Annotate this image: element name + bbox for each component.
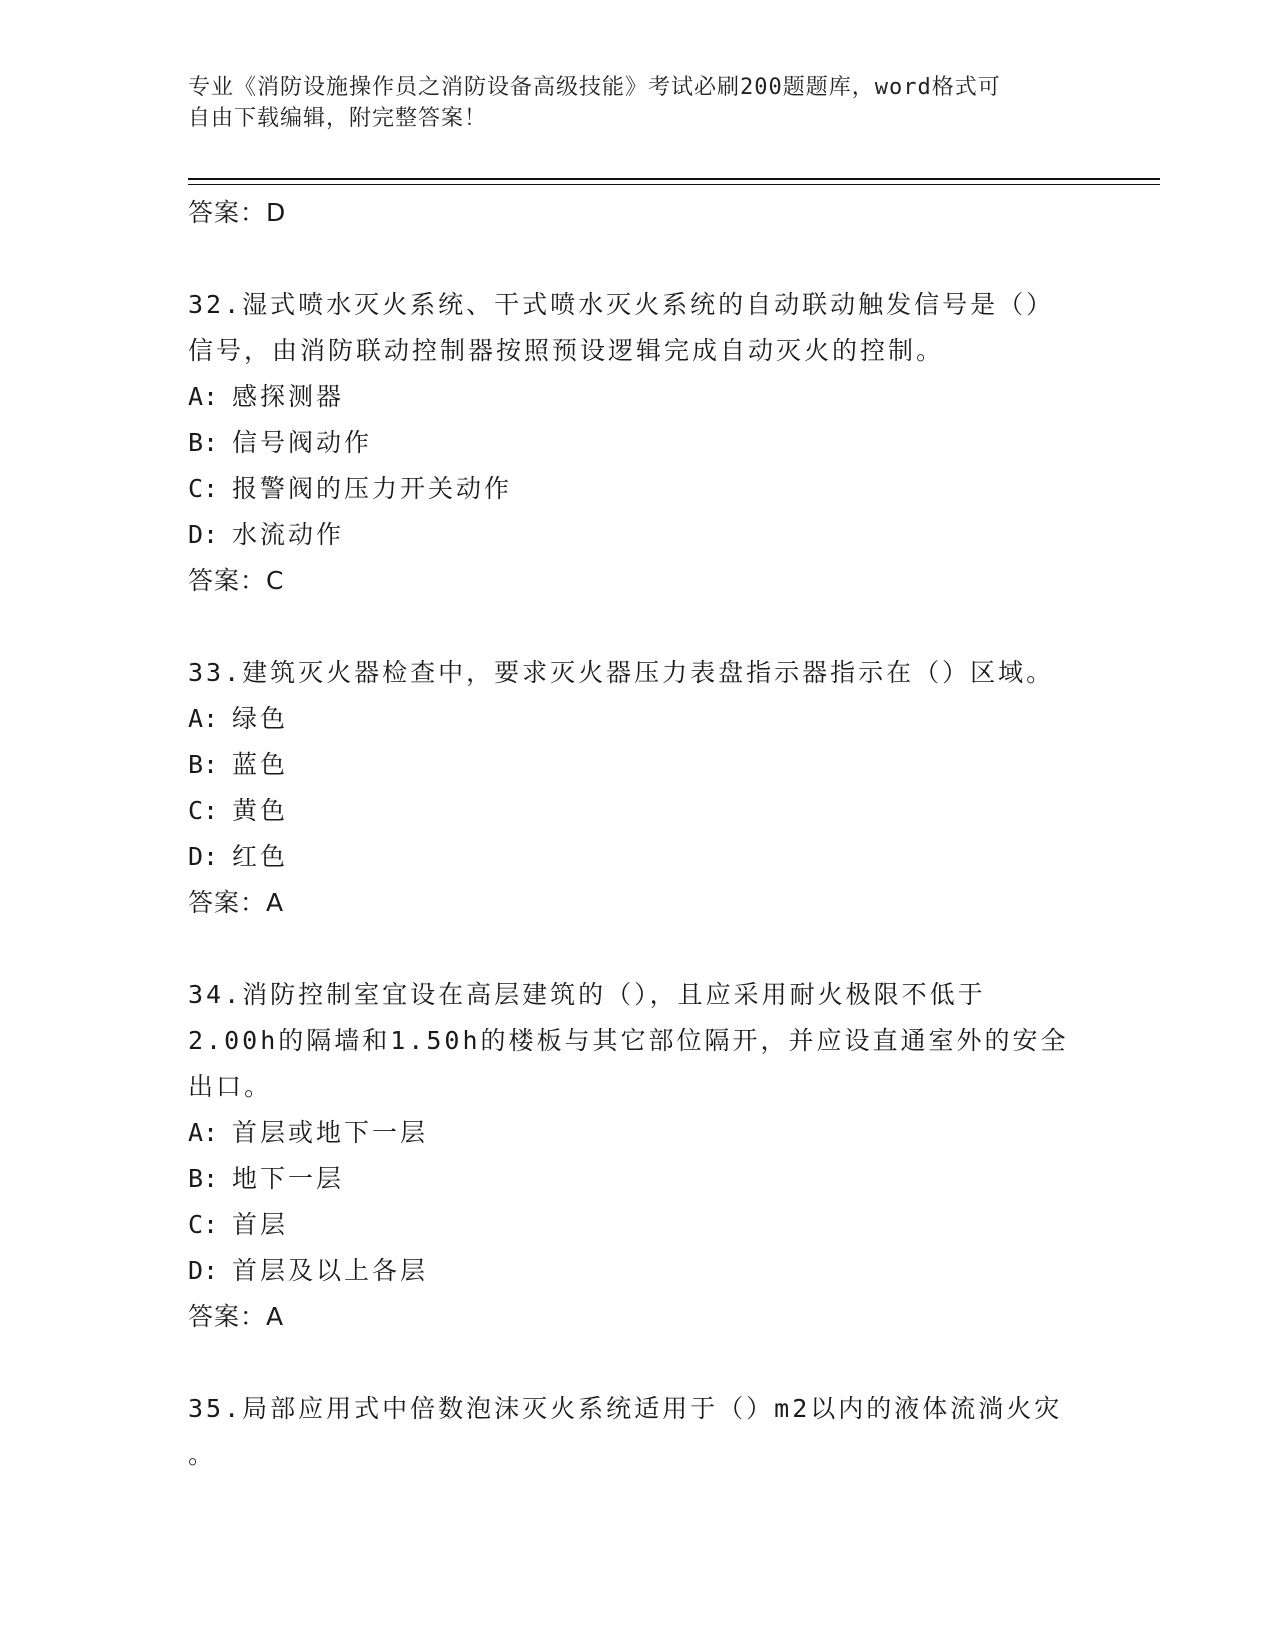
option-letter: C: [188, 1210, 219, 1239]
option-d [188, 512, 1088, 558]
question-text-line: 出口。 [188, 1072, 273, 1101]
question-text-line: 34.消防控制室宜设在高层建筑的（），且应采用耐火极限不低于 [188, 980, 986, 1009]
option-text: 水流动作 [232, 520, 345, 549]
option-letter: B: [188, 428, 219, 457]
previous-answer: 答案：D [188, 198, 287, 227]
header-line-1: 专业《消防设施操作员之消防设备高级技能》考试必刷200题题库，word格式可 [188, 75, 1001, 100]
option-text: 报警阀的压力开关动作 [232, 474, 513, 503]
option-c [188, 466, 1088, 512]
option-text: 地下一层 [232, 1164, 345, 1193]
option-letter: B: [188, 1164, 219, 1193]
header-divider-thick [188, 178, 1160, 180]
question-text-line: 35.局部应用式中倍数泡沫灭火系统适用于（）m2以内的液体流淌火灾 [188, 1394, 1063, 1423]
option-text: 首层 [232, 1210, 289, 1239]
option-text: 黄色 [232, 796, 289, 825]
option-letter: C: [188, 474, 219, 503]
option-c [188, 788, 1088, 834]
option-b [188, 1156, 1088, 1202]
option-letter: C: [188, 796, 219, 825]
option-c [188, 1202, 1088, 1248]
question-33 [188, 650, 1088, 926]
option-text: 首层及以上各层 [232, 1256, 429, 1285]
document-header [188, 72, 1088, 134]
option-b [188, 420, 1088, 466]
option-a [188, 1110, 1088, 1156]
option-letter: A: [188, 1118, 219, 1147]
option-text: 感探测器 [232, 382, 345, 411]
question-32 [188, 282, 1088, 604]
option-d [188, 1248, 1088, 1294]
option-text: 信号阀动作 [232, 428, 373, 457]
option-text: 绿色 [232, 704, 289, 733]
question-text-line: 。 [188, 1440, 217, 1469]
question-34 [188, 972, 1088, 1340]
question-list [188, 190, 1088, 1478]
question-text-line: 2.00h的隔墙和1.50h的楼板与其它部位隔开，并应设直通室外的安全 [188, 1026, 1069, 1055]
option-letter: B: [188, 750, 219, 779]
question-text-line: 信号，由消防联动控制器按照预设逻辑完成自动灭火的控制。 [188, 336, 945, 365]
option-b [188, 742, 1088, 788]
option-a [188, 374, 1088, 420]
question-35 [188, 1386, 1088, 1478]
option-text: 红色 [232, 842, 289, 871]
option-a [188, 696, 1088, 742]
question-text-line: 33.建筑灭火器检查中，要求灭火器压力表盘指示器指示在（）区域。 [188, 658, 1055, 687]
option-letter: D: [188, 1256, 219, 1285]
answer: 答案：A [188, 1302, 285, 1331]
header-line-2: 自由下载编辑，附完整答案！ [188, 106, 488, 131]
question-text-line: 32.湿式喷水灭火系统、干式喷水灭火系统的自动联动触发信号是（） [188, 290, 1055, 319]
option-text: 蓝色 [232, 750, 289, 779]
option-letter: A: [188, 382, 219, 411]
answer: 答案：A [188, 888, 285, 917]
option-letter: D: [188, 520, 219, 549]
option-letter: A: [188, 704, 219, 733]
answer: 答案：C [188, 566, 285, 595]
option-letter: D: [188, 842, 219, 871]
option-text: 首层或地下一层 [232, 1118, 429, 1147]
header-divider-thin [188, 184, 1160, 185]
option-d [188, 834, 1088, 880]
